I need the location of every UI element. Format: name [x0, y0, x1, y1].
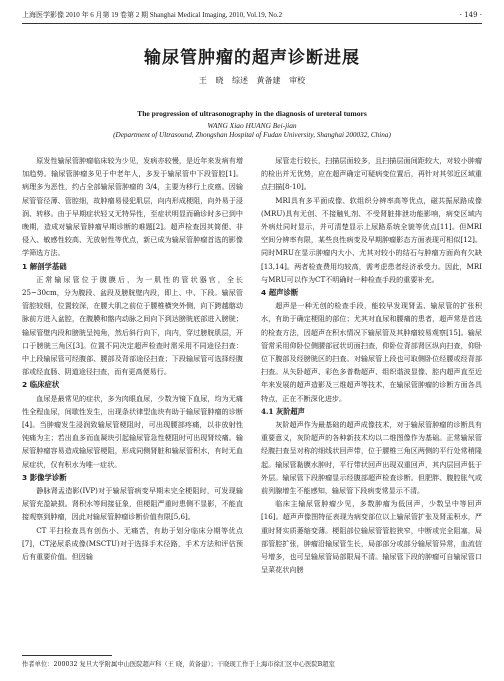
left-column — [22, 154, 243, 563]
paragraph: 血尿是最常见的症状，多为肉眼血尿，少数为镜下血尿，均为无痛性全程血尿，间歇性发生，出现条状律型血块有助于输尿管肿瘤的诊断[4]。当肿瘤发生浸润致输尿管梗阻时，可出现腰部疼痛，以非放射性钝痛为主；若出血多而血凝块引起输尿管急性梗阻时可出现肾绞痛。输尿管肿瘤容易造成输尿管梗阻，形成同侧肾脏和输尿管积水，有时无血尿症状，仅有积水为唯一症状。 — [22, 393, 243, 469]
footnote: 作者单位：200032 复旦大学附属中山医院超声科（王 晓，黄备建）；干晓现工作于上海市徐汇区中心医院B超室 — [22, 661, 335, 668]
journal-info: 上海医学影像 2010 年 6 月第 19 卷第 2 期 Shanghai Medical Imaging, 2010, Vol.19, No.2 — [22, 11, 283, 19]
section-heading: 1 解剖学基础 — [22, 261, 67, 271]
article-title: 输尿管肿瘤的超声诊断进展 — [144, 48, 360, 68]
paragraph: 静脉肾盂造影(IVP)对于输尿管病变早期未完全梗阻时，可发现输尿管充盈缺损。肾积水等间接征象，但梗阻严重时患侧不显影，不能直接观察到肿瘤，因此对输尿管肿瘤诊断价值有限[5,6]。 — [22, 486, 243, 522]
paragraph: 原发性输尿管肿瘤临床较为少见，发病亦较慢，是近年来发病有增加趋势。输尿管肿瘤多见于中老年人，多发于输尿管中下段管腔[1]。病理多为恶性，约占全部输尿管肿瘤的 3/4，主要为移行上皮癌。因输尿管管径薄、管腔细，故肿瘤易侵犯肌层，向内形成梗阻，向外易于浸润、转移。由于早期症状轻又无特异性，至症状明显而确诊时多已到中晚期，造成对输尿管肿瘤早期诊断的难题[2]。超声检查因其简便、非侵入、敏感性较高、无放射性等优点，新已成为输尿管肿瘤首选的影像学筛选方法。 — [22, 156, 243, 258]
paragraph: 超声是一种无创的检查手段，能较早发现肾盂、输尿管的扩张积水，有助于确定梗阻的部位；尤其对血尿和腰痛的患者，超声常是首选的检查方法，因超声在积水情况下输尿管及其肿瘤较易观察[15]。输尿管常采用仰卧位侧腰部冠状切面扫查，仰卧位背部肾区纵向扫查，仰卧位下腹部及经膀胱区的扫查。对输尿管上段也可取侧卧位经腰或经背部扫查。从矢卧超声、彩色多普勒超声、组织谐波显像、腔内超声直至近年来发展的超声造影及三维超声等技术，在输尿管肿瘤的诊断方面各具特点，正在不断深化进步。 — [261, 301, 482, 403]
section-heading: 3 影像学诊断 — [22, 472, 67, 482]
english-authors: WANG Xiao HUANG Bei-jian — [207, 121, 297, 130]
paragraph: 正常输尿管位于腹膜后，为一肌性的管状器官，全长 25~30cm，分为腹段、盆段及膀胱壁内段，即上、中、下段。输尿管管腔较细，位置较深，在腰大肌之前位于腰椎横突外侧，向下跨越髂动脉前方进入盆腔，在腹膜和髂内动脉之间向下到达膀胱底部进入膀胱；输尿管壁内段和膀胱呈钝角，然后斜行向下，向内，穿过膀胱肌层，开口于膀胱三角区[3]。位置不同决定超声检查时需采用不同途径扫查：中上段输尿管可经腹部、腰部及背部途径扫查；下段输尿管可选择经腹部或经直肠、阴道途径扫查，而有更高便易行。 — [22, 274, 243, 377]
running-header — [22, 9, 482, 21]
paragraph: 尿管走行较长，扫描层面较多，且扫描层面间距较大，对较小肿瘤的检出并无优势，应在超声确定可疑病变位置后，再针对其邻近区域重点扫描[8-10]。 — [261, 156, 482, 192]
paragraph: CT 平扫检查具有创伤小、无痛苦，有助于划分临床分期等优点[7]，CT泌尿系成像(MSCTU)对于选择手术径路，手术方法和评估预后有重要价值。但因输 — [22, 525, 243, 562]
english-title: The progression of ultrasonography in the diagnosis of ureteral tumors — [137, 109, 367, 118]
page-number: · 149 · — [459, 11, 482, 19]
header-rule — [22, 23, 482, 24]
section-heading: 2 临床症状 — [22, 380, 60, 390]
right-column — [261, 154, 482, 577]
section-heading: 4 超声诊断 — [261, 288, 299, 298]
subsection-heading: 4.1 灰阶超声 — [261, 406, 305, 416]
paragraph: 灰阶超声作为最基础的超声成像技术，对于输尿管肿瘤的诊断具有重要意义，灰阶超声的各种新技术均以二维图像作为基础。正常输尿管经腹扫查呈对称的细线状回声带，位于腰椎三角区两侧的平行处常稍隆起。输尿管黏膜水肿时，平行带状回声出现双重回声，其内层回声低于外层。输尿管下段肿瘤显示经腹部超声检查诊断。但肥胖、腹腔胀气或前列腺增生不能感知，输尿管下段病变常显示不清。 — [261, 420, 482, 496]
article-authors: 王 晓 综述 黄备建 审校 — [198, 76, 306, 85]
english-affiliation: (Department of Ultrasound, Zhongshan Hospital of Fudan University, Shanghai 200032, China) — [113, 131, 391, 139]
footnote-rule — [22, 655, 112, 656]
paragraph: MRI具有多平面成像、软组织分辨率高等优点，磁共振尿路成像(MRU)具有无创、不接触钆剂、不受肾脏排泄功能影响，病变区域内外病灶同时显示，并可清楚显示上尿路系统全貌等优点[11]。但MRI空间分辨率有限，某些良性病变及早期肿瘤影态方面表现可相似[12]。同时MRU在显示肿瘤内大小、尤其对较小的结石与肿瘤方面尚有欠缺[13,14]。两者检查费用均较高，需考虑患者经济承受力。因此，MRI与MRU可以作为CT不明确时一种检查手段的重要补充。 — [261, 195, 482, 284]
paragraph: 临床主输尿管肿瘤少见，多数肿瘤为低回声，少数呈中等回声[16]。超声声像图特征表现为病变部位以上输尿管扩张及肾盂积水，严重时肾实质萎缩变薄。梗阻部位输尿管管腔狭窄，中断或完全阻塞，局部管腔扩张，肿瘤沿输尿管生长，局部部分或部分输尿管异常，血流信号增多，也可呈输尿管局部限局不清。输尿管下段的肿瘤可自输尿管口呈菜花状向膀 — [261, 499, 482, 575]
